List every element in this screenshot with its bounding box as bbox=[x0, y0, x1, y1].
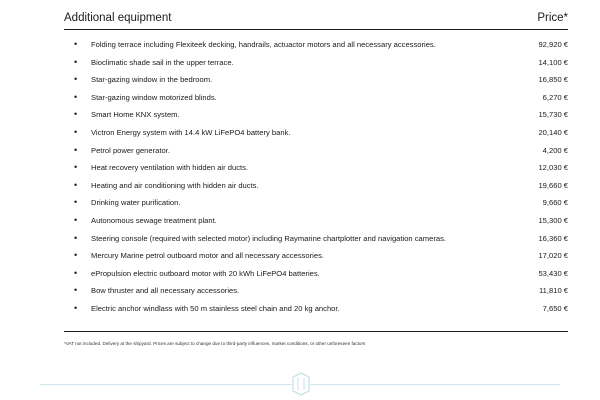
list-item bbox=[64, 106, 568, 124]
bottom-divider bbox=[64, 331, 568, 332]
item-price: 20,140 € bbox=[538, 127, 568, 137]
item-description: Star-gazing window in the bedroom. bbox=[91, 75, 213, 85]
section-title: Additional equipment bbox=[64, 12, 172, 24]
list-item bbox=[64, 212, 568, 230]
item-description: Victron Energy system with 14.4 kW LiFePO4 battery bank. bbox=[91, 127, 291, 137]
item-price: 15,300 € bbox=[538, 215, 568, 225]
item-description: Star-gazing window motorized blinds. bbox=[91, 92, 217, 102]
list-item bbox=[64, 54, 568, 72]
bullet-icon: • bbox=[74, 250, 78, 261]
bullet-icon: • bbox=[74, 126, 78, 137]
bullet-icon: • bbox=[74, 285, 78, 296]
list-item bbox=[64, 159, 568, 177]
item-description: Steering console (required with selected motor) including Raymarine chartplotter and navigation cameras. bbox=[91, 233, 446, 243]
bullet-icon: • bbox=[74, 91, 78, 102]
item-description: Smart Home KNX system. bbox=[91, 110, 180, 120]
list-item bbox=[64, 177, 568, 195]
item-description: Drinking water purification. bbox=[91, 198, 181, 208]
item-description: Bioclimatic shade sail in the upper terrace. bbox=[91, 57, 234, 67]
item-price: 53,430 € bbox=[538, 268, 568, 278]
item-description: Autonomous sewage treatment plant. bbox=[91, 215, 217, 225]
item-price: 19,660 € bbox=[538, 180, 568, 190]
footnote: *VAT not included. Delivery at the shipyard. Prices are subject to change due to third-party influences, market conditions, or other unforeseen factors bbox=[64, 341, 366, 346]
bullet-icon: • bbox=[74, 197, 78, 208]
item-description: Heating and air conditioning with hidden air ducts. bbox=[91, 180, 259, 190]
list-item bbox=[64, 36, 568, 54]
item-price: 14,100 € bbox=[538, 57, 568, 67]
bullet-icon: • bbox=[74, 214, 78, 225]
item-price: 4,200 € bbox=[542, 145, 568, 155]
item-price: 17,020 € bbox=[538, 251, 568, 261]
list-item bbox=[64, 124, 568, 142]
item-description: Electric anchor windlass with 50 m stainless steel chain and 20 kg anchor. bbox=[91, 303, 340, 313]
item-description: Heat recovery ventilation with hidden air ducts. bbox=[91, 163, 249, 173]
bullet-icon: • bbox=[74, 267, 78, 278]
item-price: 92,920 € bbox=[538, 40, 568, 49]
bullet-icon: • bbox=[74, 162, 78, 173]
list-item bbox=[64, 142, 568, 160]
decorative-line-left bbox=[40, 384, 292, 385]
item-description: Petrol power generator. bbox=[91, 145, 170, 155]
bullet-icon: • bbox=[74, 232, 78, 243]
item-description: Folding terrace including Flexiteek decking, handrails, actuactor motors and all necessary accessories. bbox=[91, 40, 436, 49]
item-description: ePropulsion electric outboard motor with 20 kWh LiFePO4 batteries. bbox=[91, 268, 320, 278]
item-price: 15,730 € bbox=[538, 110, 568, 120]
item-description: Bow thruster and all necessary accessories. bbox=[91, 286, 240, 296]
decorative-line-right bbox=[310, 384, 560, 385]
item-description: Mercury Marine petrol outboard motor and all necessary accessories. bbox=[91, 251, 324, 261]
bullet-icon: • bbox=[74, 144, 78, 155]
bullet-icon: • bbox=[74, 56, 78, 67]
item-price: 9,660 € bbox=[542, 198, 568, 208]
bullet-icon: • bbox=[74, 74, 78, 85]
list-item bbox=[64, 194, 568, 212]
equipment-table-header bbox=[64, 11, 568, 30]
equipment-list bbox=[64, 36, 568, 318]
item-price: 6,270 € bbox=[542, 92, 568, 102]
item-price: 12,030 € bbox=[538, 163, 568, 173]
list-item bbox=[64, 265, 568, 283]
list-item bbox=[64, 247, 568, 265]
item-price: 16,850 € bbox=[538, 75, 568, 85]
price-column-header: Price* bbox=[537, 12, 568, 24]
bullet-icon: • bbox=[74, 179, 78, 190]
item-price: 16,360 € bbox=[538, 233, 568, 243]
bullet-icon: • bbox=[74, 39, 78, 49]
bullet-icon: • bbox=[74, 109, 78, 120]
item-price: 7,650 € bbox=[542, 303, 568, 313]
list-item bbox=[64, 89, 568, 107]
bullet-icon: • bbox=[74, 302, 78, 313]
list-item bbox=[64, 282, 568, 300]
item-price: 11,810 € bbox=[539, 286, 568, 296]
list-item bbox=[64, 230, 568, 248]
list-item bbox=[64, 71, 568, 89]
hexagon-logo-icon bbox=[292, 372, 310, 396]
list-item bbox=[64, 300, 568, 318]
